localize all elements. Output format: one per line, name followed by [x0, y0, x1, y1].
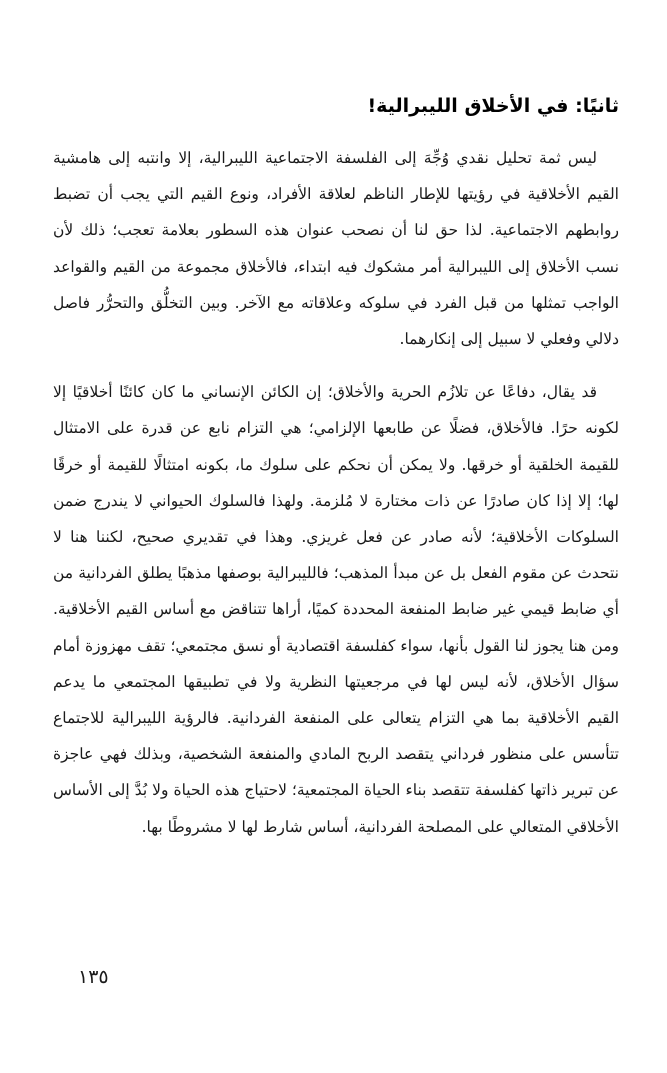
paragraph-1: ليس ثمة تحليل نقدي وُجِّهَ إلى الفلسفة الاجتماعية الليبرالية، إلا وانتبه إلى هامشية القيم الأخلاقية في رؤيتها للإطار الناظم لعلاقة الأفراد، ونوع القيم التي يجب أن تضبط روابطهم الاجتماعية. لذا حق لنا أن نصحب عنوان هذه السطور بعلامة تعجب؛ ذلك لأن نسب الأخلاق إلى الليبرالية أمر مشكوك فيه ابتداء، فالأخلاق مجموعة من القيم والقواعد الواجب تمثلها من قبل الفرد في سلوكه وعلاقاته مع الآخر. وبين التخلُّق والتحرُّر فاصل دلالي وفعلي لا سبيل إلى إنكارهما. — [53, 149, 619, 349]
body-text — [53, 140, 619, 845]
page-number: ١٣٥ — [78, 966, 109, 988]
paragraph-2: قد يقال، دفاعًا عن تلازُم الحرية والأخلاق؛ إن الكائن الإنساني ما كان كائنًا أخلاقيًا إلا لكونه حرًا. فالأخلاق، فضلًا عن طابعها الإلزامي؛ هي التزام نابع عن قدرة على الامتثال للقيمة الخلقية أو خرقها. ولا يمكن أن نحكم على سلوك ما، بكونه امتثالًا للقيمة أو خرقًا لها؛ إلا إذا كان صادرًا عن ذات مختارة لا مُلزمة. ولهذا فالسلوك الحيواني لا يندرج ضمن السلوكات الأخلاقية؛ لأنه صادر عن فعل غريزي. وهذا في تقديري صحيح، لكننا هنا لا نتحدث عن مقوم الفعل بل عن مبدأ المذهب؛ فالليبرالية بوصفها مذهبًا يطلق الفردانية من أي ضابط قيمي غير ضابط المنفعة المحددة كميًا، أراها تتناقض مع أساس القيم الأخلاقية. ومن هنا يجوز لنا القول بأنها، سواء كفلسفة اقتصادية أو نسق مجتمعي؛ تقف مهزوزة أمام سؤال الأخلاق، لأنه ليس لها في مرجعيتها النظرية ولا في تطبيقها المجتمعي ما يدعم القيم الأخلاقية بما هي التزام يتعالى على المنفعة الفردانية. فالرؤية الليبرالية للاجتماع تتأسس على منظور فرداني يتقصد الربح المادي والمنفعة الشخصية، وبذلك فهي عاجزة عن تبرير ذاتها كفلسفة تتقصد بناء الحياة المجتمعية؛ لاحتياج هذه الحياة ولا بُدَّ إلى الأساس الأخلاقي المتعالي على المصلحة الفردانية، أساس شارط لها لا مشروطًا بها. — [53, 383, 619, 836]
section-heading: ثانيًا: في الأخلاق الليبرالية! — [367, 95, 619, 117]
